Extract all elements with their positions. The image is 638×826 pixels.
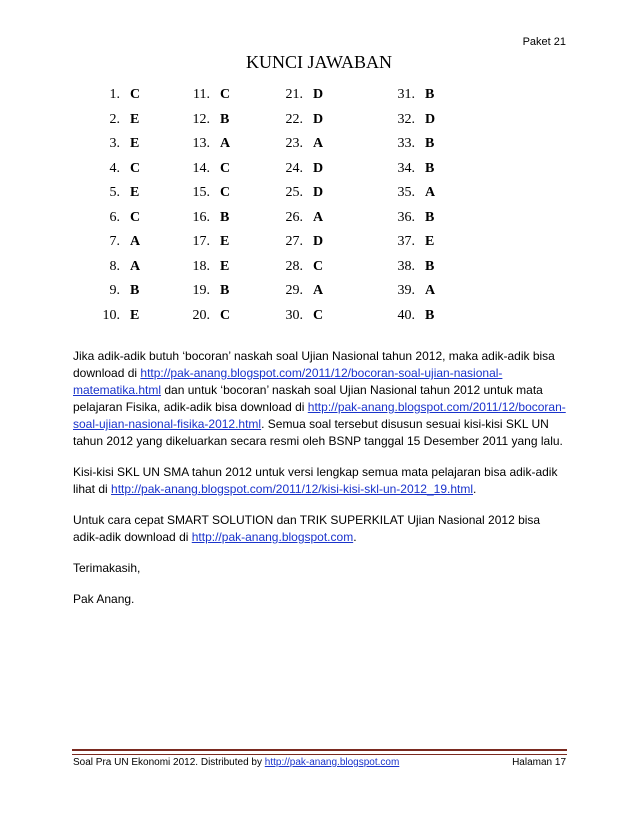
answer-letter: A <box>220 136 231 151</box>
answer-letter: C <box>313 307 324 323</box>
answer-letter: D <box>313 185 324 200</box>
answer-number: 4. <box>109 160 120 176</box>
answer-item <box>285 307 324 325</box>
answer-letter: A <box>313 283 324 298</box>
answer-letter: C <box>130 160 141 176</box>
answer-item <box>285 233 324 251</box>
answer-number: 32. <box>397 111 415 127</box>
answer-letter: E <box>220 234 230 249</box>
answer-number: 14. <box>192 160 210 176</box>
page-number: Halaman 17 <box>512 757 566 768</box>
footer-distribution: Soal Pra UN Ekonomi 2012. Distributed by http://pak-anang.blogspot.com <box>73 757 400 768</box>
answer-number: 40. <box>397 307 415 323</box>
answer-item <box>285 135 324 153</box>
answer-letter: B <box>425 258 435 274</box>
answer-item <box>397 160 435 178</box>
answer-item <box>109 282 140 300</box>
answer-number: 33. <box>397 136 415 151</box>
paragraph-smart-solution: Untuk cara cepat SMART SOLUTION dan TRIK SUPERKILAT Ujian Nasional 2012 bisa adik-adik download di http://pak-anang.blogspot.com. <box>73 513 541 544</box>
link-blog[interactable]: http://pak-anang.blogspot.com <box>191 530 354 544</box>
answer-letter: C <box>220 87 231 102</box>
page-title: KUNCI JAWABAN <box>245 52 393 72</box>
answer-letter: C <box>220 307 231 323</box>
closing-thanks: Terimakasih, <box>73 561 141 575</box>
answer-number: 2. <box>109 111 120 127</box>
answer-number: 29. <box>285 283 303 298</box>
answer-letter: E <box>130 307 140 323</box>
answer-number: 28. <box>285 258 303 274</box>
footer-rule <box>72 749 567 755</box>
answer-letter: B <box>425 160 435 176</box>
answer-item <box>285 160 324 178</box>
answer-item <box>397 233 435 251</box>
answer-number: 3. <box>109 136 120 151</box>
answer-item <box>397 209 435 227</box>
answer-number: 23. <box>285 136 303 151</box>
link-bocoran-matematika[interactable]: http://pak-anang.blogspot.com/2011/12/bocoran-soal-ujian-nasional-matematika.html <box>73 366 503 397</box>
answer-number: 38. <box>397 258 415 274</box>
link-kisi-kisi[interactable]: http://pak-anang.blogspot.com/2011/12/kisi-kisi-skl-un-2012_19.html <box>111 482 474 496</box>
answer-letter: A <box>313 136 324 151</box>
link-bocoran-fisika[interactable]: http://pak-anang.blogspot.com/2011/12/bocoran-soal-ujian-nasional-fisika-2012.html <box>73 400 566 431</box>
answer-letter: A <box>130 234 141 249</box>
answer-number: 26. <box>285 209 303 225</box>
answer-item <box>192 184 231 202</box>
answer-item <box>285 282 324 300</box>
answer-item <box>397 307 435 325</box>
answer-item <box>109 184 140 202</box>
answer-item <box>109 209 141 227</box>
answer-item <box>397 282 436 300</box>
answer-letter: C <box>130 87 141 102</box>
answer-number: 39. <box>397 283 415 298</box>
answer-letter: E <box>130 136 140 151</box>
answer-letter: D <box>313 87 324 102</box>
answer-number: 9. <box>109 283 120 298</box>
answer-number: 20. <box>192 307 210 323</box>
body-text <box>73 348 568 622</box>
answer-item <box>397 86 435 104</box>
answer-letter: A <box>425 185 436 200</box>
answer-number: 17. <box>192 234 210 249</box>
paragraph-bocoran: Jika adik-adik butuh ‘bocoran’ naskah soal Ujian Nasional tahun 2012, maka adik-adik bisa download di http://pak-anang.blogspot.com/2011/12/bocoran-soal-ujian-nasional-matematika.html dan untuk ‘bocoran’ naskah soal Ujian Nasional tahun 2012 untuk mata pelajaran Fisika, adik-adik bisa download di http://pak-anang.blogspot.com/2011/12/bocoran-soal-ujian-nasional-fisika-2012.html. Semua soal tersebut disusun sesuai kisi-kisi SKL UN tahun 2012 yang dikeluarkan secara resmi oleh BSNP tanggal 15 Desember 2011 yang lalu. <box>73 349 566 448</box>
answer-number: 24. <box>285 160 303 176</box>
answer-number: 37. <box>397 234 415 249</box>
answer-letter: D <box>425 111 436 127</box>
answer-item <box>109 258 141 276</box>
answer-letter: E <box>220 258 230 274</box>
answer-item <box>192 307 231 325</box>
answer-letter: C <box>220 160 231 176</box>
answer-number: 13. <box>192 136 210 151</box>
answer-item <box>192 111 230 129</box>
answer-item <box>102 307 140 325</box>
answer-item <box>192 135 231 153</box>
answer-number: 1. <box>109 87 120 102</box>
answer-item <box>109 233 141 251</box>
answer-number: 36. <box>397 209 415 225</box>
answer-item <box>192 282 230 300</box>
answer-item <box>285 111 324 129</box>
footer-link[interactable]: http://pak-anang.blogspot.com <box>264 757 400 768</box>
answer-key-grid <box>0 86 638 336</box>
paket-label: Paket 21 <box>522 36 566 48</box>
answer-letter: A <box>130 258 141 274</box>
answer-item <box>192 233 230 251</box>
answer-number: 7. <box>109 234 120 249</box>
answer-letter: E <box>130 111 140 127</box>
answer-number: 11. <box>193 87 210 102</box>
answer-letter: D <box>313 234 324 249</box>
answer-letter: E <box>130 185 140 200</box>
answer-number: 18. <box>192 258 210 274</box>
answer-letter: B <box>425 136 435 151</box>
answer-item <box>397 258 435 276</box>
answer-item <box>192 160 231 178</box>
answer-number: 5. <box>109 185 120 200</box>
answer-number: 21. <box>285 87 303 102</box>
answer-item <box>397 111 436 129</box>
answer-number: 16. <box>192 209 210 225</box>
answer-letter: A <box>313 209 324 225</box>
answer-number: 25. <box>285 185 303 200</box>
answer-letter: B <box>220 209 230 225</box>
answer-number: 12. <box>192 111 210 127</box>
answer-item <box>109 135 140 153</box>
answer-letter: D <box>313 160 324 176</box>
answer-item <box>109 86 141 104</box>
answer-item <box>192 209 230 227</box>
answer-letter: C <box>313 258 324 274</box>
answer-letter: C <box>130 209 141 225</box>
answer-letter: B <box>220 111 230 127</box>
answer-item <box>285 184 324 202</box>
answer-number: 31. <box>397 87 415 102</box>
answer-letter: B <box>425 307 435 323</box>
answer-item <box>192 258 230 276</box>
answer-item <box>285 209 324 227</box>
answer-number: 19. <box>192 283 210 298</box>
answer-letter: D <box>313 111 324 127</box>
answer-letter: A <box>425 283 436 298</box>
answer-item <box>397 135 435 153</box>
answer-number: 8. <box>109 258 120 274</box>
answer-item <box>109 160 141 178</box>
answer-number: 27. <box>285 234 303 249</box>
answer-number: 6. <box>109 209 120 225</box>
answer-number: 35. <box>397 185 415 200</box>
answer-item <box>109 111 140 129</box>
answer-letter: B <box>220 283 230 298</box>
answer-item <box>285 86 324 104</box>
answer-number: 30. <box>285 307 303 323</box>
answer-letter: B <box>425 209 435 225</box>
answer-item <box>193 86 231 104</box>
answer-number: 15. <box>192 185 210 200</box>
paragraph-kisi-kisi: Kisi-kisi SKL UN SMA tahun 2012 untuk versi lengkap semua mata pelajaran bisa adik-adik lihat di http://pak-anang.blogspot.com/2011/12/kisi-kisi-skl-un-2012_19.html. <box>73 465 558 496</box>
answer-number: 10. <box>102 307 120 323</box>
answer-number: 34. <box>397 160 415 176</box>
answer-letter: E <box>425 234 435 249</box>
closing-signature: Pak Anang. <box>73 592 135 606</box>
answer-letter: B <box>425 87 435 102</box>
answer-number: 22. <box>285 111 303 127</box>
answer-item <box>285 258 324 276</box>
answer-letter: B <box>130 283 140 298</box>
answer-letter: C <box>220 185 231 200</box>
answer-item <box>397 184 436 202</box>
